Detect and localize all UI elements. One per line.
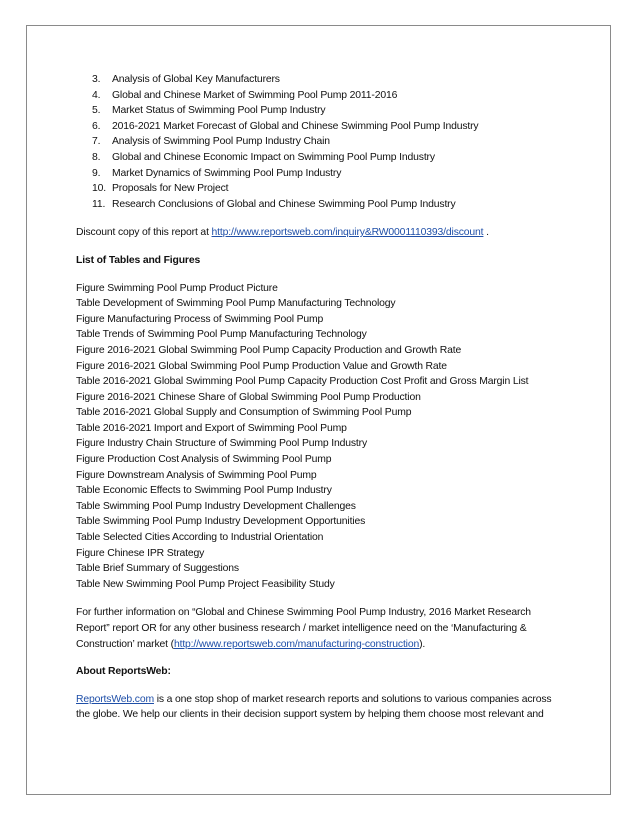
tables-figures-heading: List of Tables and Figures [76,254,201,266]
table-of-contents [76,72,576,212]
discount-link[interactable]: http://www.reportsweb.com/inquiry&RW0001110393/discount [211,227,484,239]
list-item: Figure Manufacturing Process of Swimming Pool Pump [76,313,324,325]
toc-item: 3. Analysis of Global Key Manufacturers [92,74,280,85]
list-item: Table Selected Cities According to Industrial Orientation [76,532,324,544]
toc-item: 7. Analysis of Swimming Pool Pump Industry Chain [92,136,330,148]
toc-item: 9. Market Dynamics of Swimming Pool Pump Industry [92,167,342,179]
list-item: Table 2016-2021 Global Swimming Pool Pump Capacity Production Cost Profit and Gross Margin List [76,376,529,388]
manufacturing-construction-link[interactable]: http://www.reportsweb.com/manufacturing-construction [173,638,420,650]
list-item: Table Brief Summary of Suggestions [76,563,239,575]
list-item: Table Swimming Pool Pump Industry Development Challenges [76,500,356,512]
document-body [76,72,576,723]
list-item: Table 2016-2021 Global Supply and Consumption of Swimming Pool Pump [76,407,412,419]
list-item: Figure Swimming Pool Pump Product Picture [76,282,278,294]
list-item: Table Swimming Pool Pump Industry Development Opportunities [76,516,366,528]
toc-item: 11. Research Conclusions of Global and Chinese Swimming Pool Pump Industry [92,198,456,210]
toc-item: 4. Global and Chinese Market of Swimming Pool Pump 2011-2016 [92,89,398,101]
list-item: Figure Chinese IPR Strategy [76,547,205,559]
list-item: Table Economic Effects to Swimming Pool Pump Industry [76,485,332,497]
list-item: Table Development of Swimming Pool Pump Manufacturing Technology [76,298,396,310]
further-info-paragraph: For further information on “Global and Chinese Swimming Pool Pump Industry, 2016 Market Research Report” report OR for any other business research / market intelligence need on the ‘Manufacturing & Construction’ market (http://www.reportsweb.com/manufacturing-construction). [76,607,531,650]
toc-item: 6. 2016-2021 Market Forecast of Global and Chinese Swimming Pool Pump Industry [92,120,479,132]
list-item: Table Trends of Swimming Pool Pump Manufacturing Technology [76,329,367,341]
reportsweb-link[interactable]: ReportsWeb.com [76,693,154,705]
toc-item: 5. Market Status of Swimming Pool Pump Industry [92,105,326,117]
discount-line: Discount copy of this report at http://www.reportsweb.com/inquiry&RW0001110393/discount . [76,227,489,239]
list-item: Table New Swimming Pool Pump Project Feasibility Study [76,578,335,590]
toc-item: 8. Global and Chinese Economic Impact on Swimming Pool Pump Industry [92,151,435,163]
list-item: Figure Production Cost Analysis of Swimming Pool Pump [76,454,332,466]
about-heading: About ReportsWeb: [76,666,171,678]
toc-item: 10. Proposals for New Project [92,183,229,195]
list-item: Figure Downstream Analysis of Swimming Pool Pump [76,469,317,481]
list-item: Figure 2016-2021 Global Swimming Pool Pump Production Value and Growth Rate [76,360,447,372]
list-item: Figure Industry Chain Structure of Swimming Pool Pump Industry [76,438,367,450]
list-item: Figure 2016-2021 Chinese Share of Global Swimming Pool Pump Production [76,391,421,403]
tables-figures-list [76,281,576,593]
list-item: Figure 2016-2021 Global Swimming Pool Pump Capacity Production and Growth Rate [76,344,462,356]
about-paragraph: ReportsWeb.com is a one stop shop of market research reports and solutions to various companies across the globe. We help our clients in their decision support system by helping them choose most relevant and [76,693,552,721]
list-item: Table 2016-2021 Import and Export of Swimming Pool Pump [76,422,347,434]
